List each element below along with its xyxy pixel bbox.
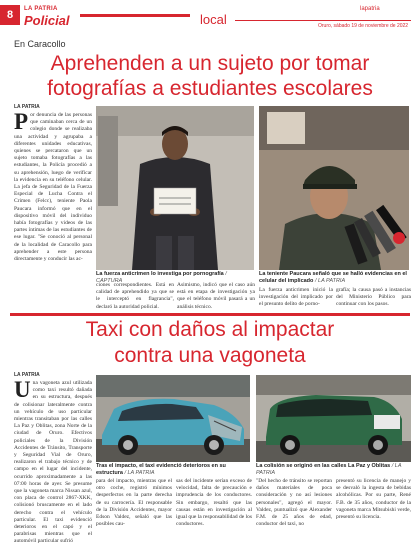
story2-column1-text: na vagoneta azul utilizada como taxi resultó dañada en su estructura, después de colisionar lateralmente contra un vehículo de uso particular mientras transitaban por las calles La Paz y Oblitas, zona Norte de la ciudad de Oruro. Efectivos policiales de la División Accidentes de Tránsito, Transporte y Seguridad Vial de Oruro, realizaron el trabajo técnico y de campo en el lugar del incidente, ocurrido aproximadamente a las 07:00 horas de ayer. Se presume que la vagoneta marca Nissan azul, con placa de control 2867-XKK, colisionó bruscamente en el lado derecho contra el vehículo particular. El taxi evidenció deterioros en el capó y el parabrisas mientras que el automóvil particular sufrió <box>14 380 92 545</box>
story1-column1-text: or denuncia de las personas que caminaban cerca de un colegio donde se realizaba una actividad y agrupaba a diferentes unidades educativas, quienes se percataron que un sujeto tomaba fotografías a las estudiantes, la Policía procedió a su aprehensión, luego de verificar la evidencia en su teléfono celular. La jefa de Seguridad de la Fuerza Especial de Lucha Contra el Crimen (Felcc), teniente Paola Paucara informó que en el dispositivo móvil del individuo había fotografías y videos de las partes íntimas de las estudiantes de ese lugar. "Se conoció al personal de la localidad de Caracollo para aprehender a este persona directamente y conducir las ac- <box>14 112 92 263</box>
taxi-photo-illustration <box>96 375 250 462</box>
story1-byline: LA PATRIA <box>14 104 40 110</box>
header-email: lapatria <box>360 6 380 12</box>
dateline: Oruro, sábado 19 de noviembre de 2022 <box>318 23 409 29</box>
story1-photo1-caption <box>96 271 254 284</box>
logo-newspaper-name: LA PATRIA <box>24 6 58 12</box>
photo1-caption-text: La fuerza anticrimen lo investiga por pornografía <box>96 271 224 277</box>
photo4-caption-text: La colisión se originó en las calles La Paz y Oblitas <box>256 463 391 469</box>
story2-column5: presentó su licencia de manejo y se desvaló la ingesta de bebidas alcohólicas. Por su parte, René F.B. de 35 años, conductor de la vagoneta marca Mitsubishi verde, presentó su licencia. <box>336 478 411 521</box>
story1-column5: grafía; la causa pasó a instancias del Ministerio Público para continuar con los pasos. <box>336 287 411 308</box>
photo2-credit: / LA PATRIA <box>314 277 346 284</box>
story2-photo4-caption <box>256 463 411 476</box>
photo3-caption-text: Tras el impacto, el taxi evidenció deterioros en su estructura <box>96 463 226 476</box>
story1-column4: La fuerza anticrimen inició la investigación del implicado por el presunto delito de porno- <box>259 287 333 308</box>
story1-photo2-caption <box>259 271 411 285</box>
photo2-caption-text: La teniente Paucara señaló que se halló evidencias en el celular del implicado <box>259 271 407 284</box>
photo3-credit: / LA PATRIA <box>124 469 155 476</box>
photo1-credit: / CAPTURA <box>96 271 227 284</box>
page-number: 8 <box>0 5 20 25</box>
story2-column4: "Del hecho de tránsito se reportan daños materiales de poca consideración y no así lesiones personales", agregó el mayor. Valdez, puntualizó que Alexander F.M. de 25 años de edad, conductor del taxi, no <box>256 478 332 528</box>
story2-photo-wagon <box>256 375 411 462</box>
story2-photo3-caption <box>96 463 250 476</box>
page-header <box>0 0 420 32</box>
story1-photo-officer <box>259 106 409 270</box>
story1-column1 <box>14 109 92 309</box>
story2-headline-line2: contra una vagoneta <box>114 344 306 367</box>
story1-photo-suspect <box>96 106 254 270</box>
logo-section-name: Policial <box>24 13 70 28</box>
story1-column2: ciones correspondientes. Está en calidad de aprehendido ya que se le interceptó en flagrancia", declaró la autoridad policial. <box>96 282 174 310</box>
section-label: local <box>200 12 227 27</box>
story2-column2: para del impacto, mientras que el otro coche, registró mínimos desperfectos en la parte derecha de su carrocería. El responsable de la División Accidentes, mayor Edson Valdez, señaló que las posibles cau- <box>96 478 172 528</box>
story-divider <box>10 313 410 316</box>
story2-byline: LA PATRIA <box>14 372 40 378</box>
story2-photo-taxi <box>96 375 250 462</box>
story2-column3: sas del incidente serían exceso de velocidad, falta de precaución e imprudencia de los conductores. Sin embargo, resaltó que las causas están en investigación al igual que la responsabilidad de los conductores. <box>176 478 252 528</box>
photo4-credit: / LA PATRIA <box>256 463 402 476</box>
story1-kicker: En Caracollo <box>14 39 66 49</box>
officer-photo-illustration <box>259 106 409 270</box>
story2-column1 <box>14 377 92 545</box>
logo-rule <box>80 14 190 17</box>
story1-headline-line2: fotografías a estudiantes escolares <box>47 77 373 100</box>
wagon-photo-illustration <box>256 375 411 462</box>
story2-headline-line1: Taxi con daños al impactar <box>85 318 335 341</box>
story1-column3: Asimismo, indicó que el caso aún está en etapa de investigación ya que el teléfono móvil pasará a un análisis técnico. <box>177 282 255 310</box>
suspect-photo-illustration <box>96 106 254 270</box>
story2-dropcap: U <box>14 377 31 402</box>
section-rule <box>235 20 411 21</box>
story1-headline-line1: Aprehenden a un sujeto por tomar <box>50 52 370 75</box>
story1-dropcap: P <box>14 109 29 134</box>
